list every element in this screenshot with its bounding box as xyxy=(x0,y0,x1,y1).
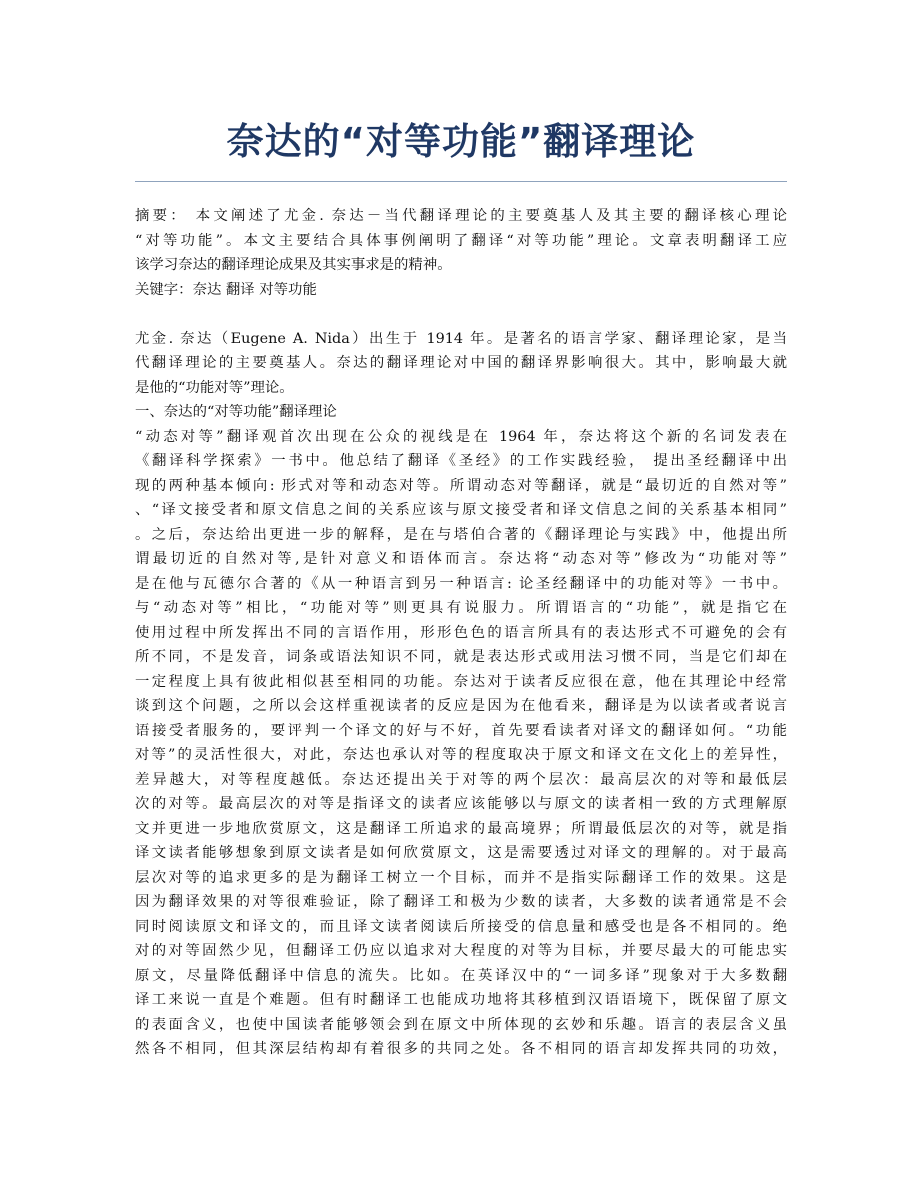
body-line: 译工来说一直是个难题。但有时翻译工也能成功地将其移植到汉语语境下，既保留了原文 xyxy=(135,992,787,1008)
body-line: 差异越大，对等程度越低。奈达还提出关于对等的两个层次：最高层次的对等和最低层 xyxy=(135,771,787,788)
document-body xyxy=(135,204,787,1062)
title-divider xyxy=(135,181,787,182)
document-title: 奈达的“对等功能”翻译理论 xyxy=(226,120,696,163)
body-line: 使用过程中所发挥出不同的言语作用，形形色色的语言所具有的表达形式不可避免的会有 xyxy=(135,624,787,641)
body-line: 与“动态对等”相比，“功能对等”则更具有说服力。所谓语言的“功能”，就是指它在 xyxy=(135,600,787,616)
body-paragraph xyxy=(135,425,787,1062)
body-line: 谓最切近的自然对等,是针对意义和语体而言。奈达将“动态对等”修改为“功能对等” xyxy=(135,551,787,567)
body-line: 、“译文接受者和原文信息之间的关系应该与原文接受者和译文信息之间的关系基本相同” xyxy=(135,502,787,518)
abstract-line: 该学习奈达的翻译理论成果及其实事求是的精神。 xyxy=(135,257,452,273)
intro-line: 尤金. 奈达（Eugene A. Nida）出生于 1914 年。是著名的语言学家、翻译理论家，是当 xyxy=(135,330,787,347)
body-line: 对等”的灵活性很大，对此，奈达也承认对等的程度取决于原文和译文在文化上的差异性， xyxy=(135,747,787,763)
body-line: 《翻译科学探索》一书中。他总结了翻译《圣经》的工作实践经验， 提出圣经翻译中出 xyxy=(135,453,787,469)
body-line: 原文，尽量降低翻译中信息的流失。比如。在英译汉中的“一词多译”现象对于大多数翻 xyxy=(135,967,787,984)
body-line: 现的两种基本倾向: 形式对等和动态对等。所谓动态对等翻译，就是“最切近的自然对等” xyxy=(135,477,787,494)
body-line: 。之后，奈达给出更进一步的解释，是在与塔伯合著的《翻译理论与实践》中，他提出所 xyxy=(135,526,787,543)
body-line: 谈到这个问题，之所以会这样重视读者的反应是因为在他看来，翻译是为以读者或者说言 xyxy=(135,698,787,714)
keywords-line: 关键字：奈达 翻译 对等功能 xyxy=(135,281,317,298)
abstract-line: 摘要： 本文阐述了尤金. 奈达－当代翻译理论的主要奠基人及其主要的翻译核心理论 xyxy=(135,208,787,224)
body-line: “动态对等”翻译观首次出现在公众的视线是在 1964 年，奈达将这个新的名词发表在 xyxy=(135,428,787,445)
body-line: 语接受者服务的，要评判一个译文的好与不好，首先要看读者对译文的翻译如何。“功能 xyxy=(135,722,787,739)
body-line: 译文读者能够想象到原文读者是如何欣赏原文，这是需要透过对译文的理解的。对于最高 xyxy=(135,845,787,861)
body-line: 所不同，不是发音，词条或语法知识不同，就是表达形式或用法习惯不同，当是它们却在 xyxy=(135,649,787,665)
intro-line: 是他的“功能对等”理论。 xyxy=(135,379,294,396)
intro-paragraph xyxy=(135,327,787,401)
abstract-paragraph xyxy=(135,204,787,278)
body-line: 然各不相同，但其深层结构却有着很多的共同之处。各不相同的语言却发挥共同的功效， xyxy=(135,1041,787,1057)
paragraph-gap xyxy=(135,302,787,327)
body-line: 次的对等。最高层次的对等是指译文的读者应该能够以与原文的读者相一致的方式理解原 xyxy=(135,796,787,812)
body-line: 层次对等的追求更多的是为翻译工树立一个目标，而并不是指实际翻译工作的效果。这是 xyxy=(135,869,787,886)
body-line: 文并更进一步地欣赏原文，这是翻译工所追求的最高境界；所谓最低层次的对等，就是指 xyxy=(135,820,787,837)
abstract-line: “对等功能”。本文主要结合具体事例阐明了翻译“对等功能”理论。文章表明翻译工应 xyxy=(135,232,787,249)
body-line: 同时阅读原文和译文的，而且译文读者阅读后所接受的信息量和感受也是各不相同的。绝 xyxy=(135,918,787,935)
intro-line: 代翻译理论的主要奠基人。奈达的翻译理论对中国的翻译界影响很大。其中，影响最大就 xyxy=(135,355,787,371)
section-heading: 一、奈达的“对等功能”翻译理论 xyxy=(135,404,337,420)
body-line: 是在他与瓦德尔合著的《从一种语言到另一种语言: 论圣经翻译中的功能对等》一书中。 xyxy=(135,575,787,592)
body-line: 的表面含义，也使中国读者能够领会到在原文中所体现的玄妙和乐趣。语言的表层含义虽 xyxy=(135,1016,787,1033)
body-line: 因为翻译效果的对等很难验证，除了翻译工和极为少数的读者，大多数的读者通常是不会 xyxy=(135,894,787,910)
body-line: 对的对等固然少见，但翻译工仍应以追求对大程度的对等为目标，并要尽最大的可能忠实 xyxy=(135,943,787,959)
body-line: 一定程度上具有彼此相似甚至相同的功能。奈达对于读者反应很在意，他在其理论中经常 xyxy=(135,673,787,690)
